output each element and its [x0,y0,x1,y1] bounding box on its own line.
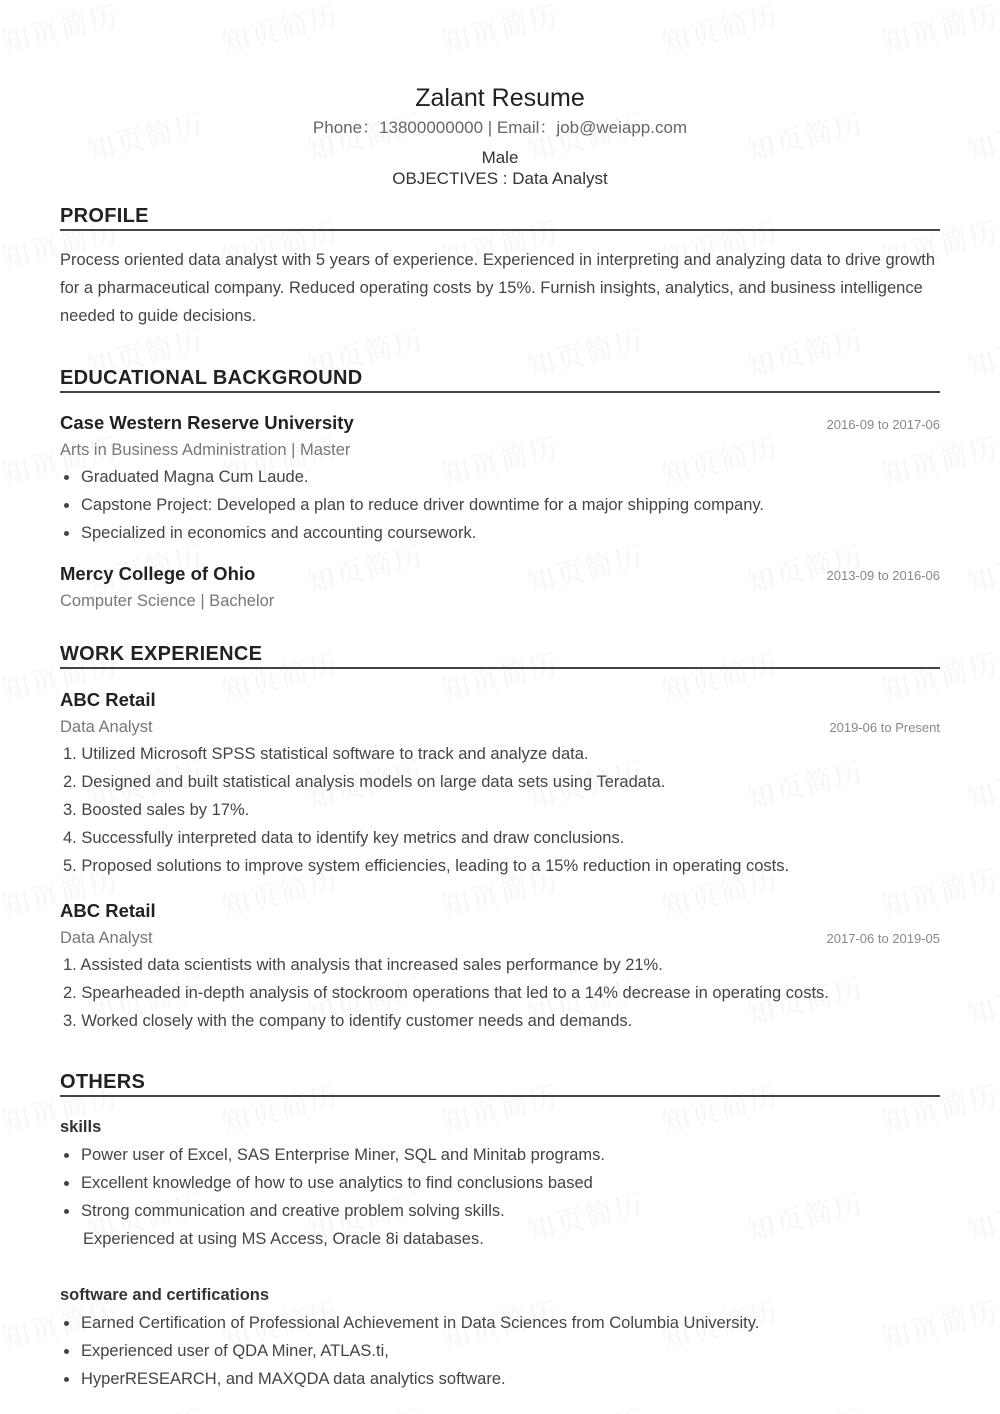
watermark-text [302,1398,428,1414]
education-entry [60,409,940,547]
work-date: 2019-06 to Present [829,720,940,735]
others-section [60,1069,940,1393]
skills-block [60,1113,940,1253]
school-name: Case Western Reserve University [60,412,354,433]
software-bullets [60,1309,940,1393]
skills-bullets [60,1141,940,1225]
list-item: Power user of Excel, SAS Enterprise Miner, SQL and Minitab programs. [60,1141,940,1169]
list-item: 3. Worked closely with the company to identify customer needs and demands. [63,1012,633,1030]
list-item: Capstone Project: Developed a plan to reduce driver downtime for a major shipping company. [60,491,940,519]
watermark-text [217,0,343,62]
education-date: 2016-09 to 2017-06 [826,417,940,432]
work-entry [60,897,940,1035]
job-role: Data Analyst [60,929,153,947]
education-date: 2013-09 to 2016-06 [826,568,940,583]
skills-heading: skills [60,1118,102,1136]
watermark-text [742,1398,868,1414]
skills-continuation: Experienced at using MS Access, Oracle 8i databases. [83,1230,484,1248]
resume-header [60,78,940,191]
list-item: Specialized in economics and accounting coursework. [60,519,940,547]
list-item: HyperRESEARCH, and MAXQDA data analytics software. [60,1365,940,1393]
watermark-text [877,0,1000,62]
objective: OBJECTIVES : Data Analyst [392,169,608,188]
work-items [60,951,940,1035]
education-entry [60,560,940,614]
job-role: Data Analyst [60,718,153,736]
watermark-text [962,534,1000,602]
resume-page [60,78,940,1393]
work-date: 2017-06 to 2019-05 [826,931,940,946]
watermark-text [962,1182,1000,1250]
software-block [60,1281,940,1393]
education-section [60,365,940,614]
education-bullets [60,463,940,547]
list-item: 2. Spearheaded in-depth analysis of stockroom operations that led to a 14% decrease in operating costs. [63,984,829,1002]
section-title-profile: PROFILE [60,203,940,231]
list-item: 1. Assisted data scientists with analysis that increased sales performance by 21%. [63,956,663,974]
profile-section [60,203,940,330]
list-item: 2. Designed and built statistical analysis models on large data sets using Teradata. [63,773,666,791]
section-title-others: OTHERS [60,1069,940,1097]
list-item: 1. Utilized Microsoft SPSS statistical software to track and analyze data. [63,745,589,763]
contact-info: Phone：13800000000 | Email：job@weiapp.com [312,118,688,137]
software-heading: software and certifications [60,1286,270,1304]
section-title-education: EDUCATIONAL BACKGROUND [60,365,940,393]
watermark-text [437,0,563,62]
list-item: Strong communication and creative problem solving skills. [60,1197,940,1225]
work-section [60,641,940,1035]
watermark-text [962,966,1000,1034]
degree: Arts in Business Administration | Master [60,441,351,459]
school-name: Mercy College of Ohio [60,563,256,584]
gender: Male [481,148,519,167]
watermark-text [962,102,1000,170]
work-items [60,740,940,880]
watermark-text [962,318,1000,386]
list-item: Excellent knowledge of how to use analytics to find conclusions based [60,1169,940,1197]
list-item: Earned Certification of Professional Achievement in Data Sciences from Columbia University. [60,1309,940,1337]
list-item: 4. Successfully interpreted data to identify key metrics and draw conclusions. [63,829,625,847]
watermark-text [522,1398,648,1414]
list-item: 3. Boosted sales by 17%. [63,801,250,819]
list-item: 5. Proposed solutions to improve system efficiencies, leading to a 15% reduction in operating costs. [63,857,790,875]
company-name: ABC Retail [60,689,156,710]
candidate-name: Zalant Resume [415,84,585,112]
watermark-text [962,750,1000,818]
watermark-text [962,1398,1000,1414]
watermark-text [657,0,783,62]
watermark-text [82,1398,208,1414]
company-name: ABC Retail [60,900,156,921]
profile-text: Process oriented data analyst with 5 years of experience. Experienced in interpreting and analyzing data to drive growth for a pharmaceutical company. Reduced operating costs by 15%. Furnish insights, analytics, and business intelligence needed to guide decisions. [60,251,936,325]
section-title-work: WORK EXPERIENCE [60,641,940,669]
degree: Computer Science | Bachelor [60,592,275,610]
watermark-text [0,0,123,62]
list-item: Graduated Magna Cum Laude. [60,463,940,491]
list-item: Experienced user of QDA Miner, ATLAS.ti, [60,1337,940,1365]
work-entry [60,686,940,880]
